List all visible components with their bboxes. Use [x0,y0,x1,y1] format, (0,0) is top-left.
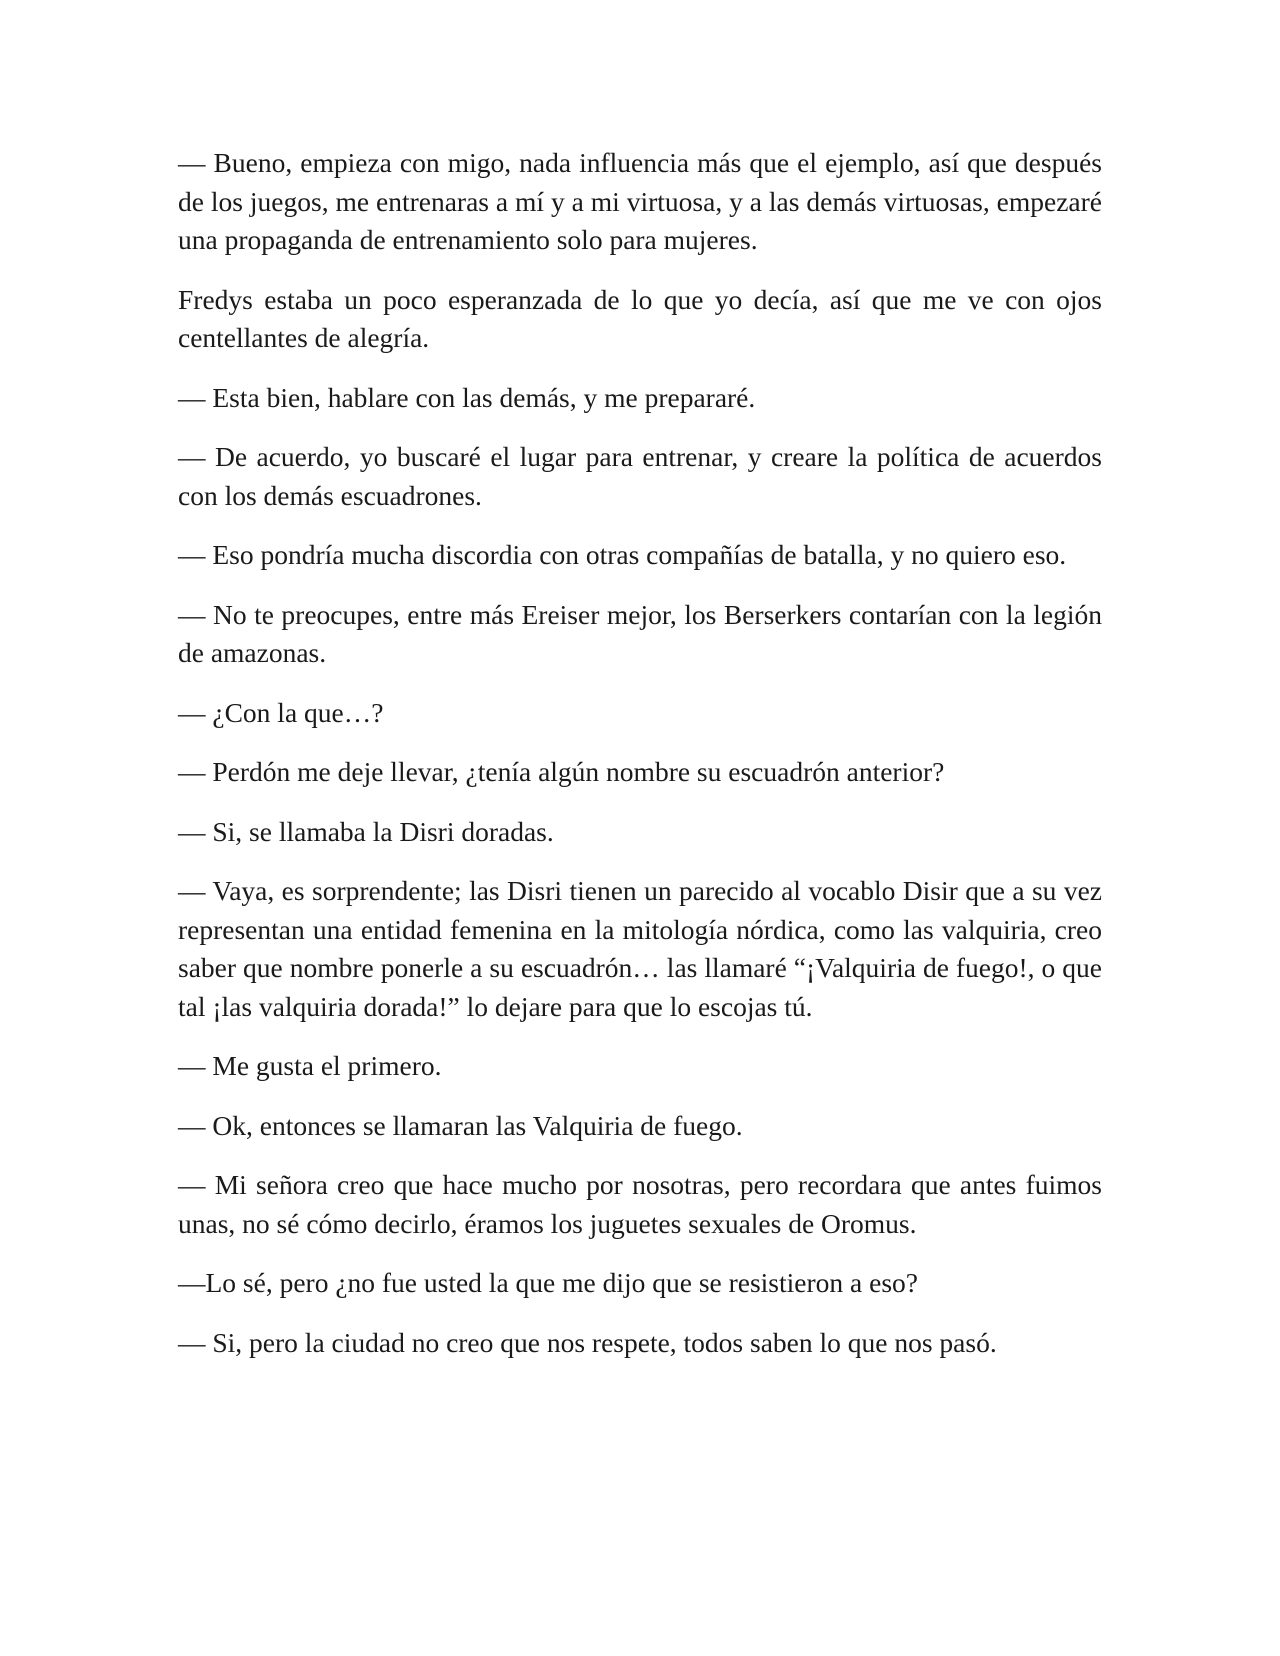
paragraph-3: — Esta bien, hablare con las demás, y me prepararé. [178,381,756,413]
paragraph-13: — Mi señora creo que hace mucho por nosotras, pero recordara que antes fuimos unas, no sé cómo decirlo, éramos los juguetes sexuales de Oromus. [178,1169,1102,1239]
paragraph-6: — No te preocupes, entre más Ereiser mejor, los Berserkers contarían con la legión de amazonas. [178,598,1102,668]
paragraph-10: — Vaya, es sorprendente; las Disri tienen un parecido al vocablo Disir que a su vez representan una entidad femenina en la mitología nórdica, como las valquiria, creo saber que nombre ponerle a su escuadrón… las llamaré “¡Valquiria de fuego!, o que tal ¡las valquiria dorada!” lo dejare para que lo escojas tú. [178,875,1102,1022]
paragraph-5: — Eso pondría mucha discordia con otras compañías de batalla, y no quiero eso. [178,539,1067,570]
paragraph-9: — Si, se llamaba la Disri doradas. [178,815,554,847]
document-page [178,144,1102,1383]
paragraph-7: — ¿Con la que…? [178,696,384,728]
paragraph-8: — Perdón me deje llevar, ¿tenía algún nombre su escuadrón anterior? [178,756,945,787]
paragraph-2: Fredys estaba un poco esperanzada de lo que yo decía, así que me ve con ojos centellantes de alegría. [178,283,1102,353]
paragraph-14: —Lo sé, pero ¿no fue usted la que me dijo que se resistieron a eso? [178,1267,918,1298]
paragraph-11: — Me gusta el primero. [178,1050,442,1081]
paragraph-15: — Si, pero la ciudad no creo que nos respete, todos saben lo que nos pasó. [178,1326,997,1358]
paragraph-1: — Bueno, empieza con migo, nada influencia más que el ejemplo, así que después de los juegos, me entrenaras a mí y a mi virtuosa, y a las demás virtuosas, empezaré una propaganda de entrenamiento solo para mujeres. [178,147,1102,255]
paragraph-12: — Ok, entonces se llamaran las Valquiria de fuego. [178,1109,743,1141]
paragraph-4: — De acuerdo, yo buscaré el lugar para entrenar, y creare la política de acuerdos con los demás escuadrones. [178,441,1102,511]
